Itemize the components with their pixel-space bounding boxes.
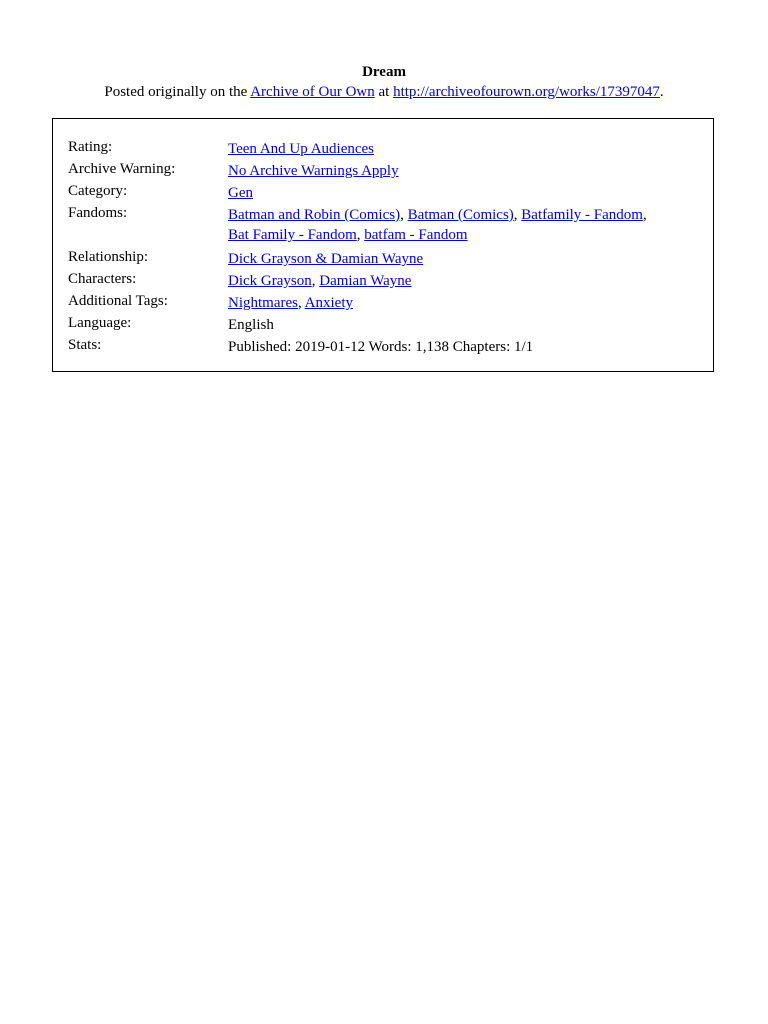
language-value: English [228,317,274,333]
tag-link[interactable]: Nightmares [228,295,298,311]
work-header [0,62,768,102]
character-link[interactable]: Damian Wayne [319,273,412,289]
warning-label: Archive Warning: [68,161,176,177]
stats-label: Stats: [68,337,102,353]
meta-row-category [68,181,698,203]
tags-label: Additional Tags: [68,293,168,309]
meta-row-rating [68,137,698,159]
relationship-link[interactable]: Dick Grayson & Damian Wayne [228,251,424,267]
warning-link[interactable]: No Archive Warnings Apply [228,163,399,179]
work-title: Dream [362,64,406,80]
language-label: Language: [68,315,132,331]
rating-link[interactable]: Teen And Up Audiences [228,141,375,157]
posted-prefix: Posted originally on the [104,84,251,100]
stats-value: Published: 2019-01-12 Words: 1,138 Chapters: 1/1 [228,339,534,355]
at-text: at [374,84,394,100]
meta-row-relationship [68,247,698,269]
meta-row-warning [68,159,698,181]
fandom-link[interactable]: Batfamily - Fandom [521,207,643,223]
meta-row-stats [68,335,698,357]
fandom-link[interactable]: Bat Family - Fandom [228,227,357,243]
archive-link[interactable]: Archive of Our Own [250,84,375,100]
posted-period: . [659,84,664,100]
fandom-link[interactable]: Batman (Comics) [407,207,514,223]
meta-row-fandoms: Fandoms: Batman and Robin (Comics), Batman (Comics), Batfamily - Fandom, Bat Family - Fandom, batfam - Fandom [68,203,698,247]
fandom-link[interactable]: Batman and Robin (Comics) [228,207,401,223]
meta-row-language [68,313,698,335]
work-meta-box [52,118,714,372]
work-url-link[interactable]: http://archiveofourown.org/works/17397047 [393,84,660,100]
meta-row-tags: Additional Tags: Nightmares, Anxiety [68,293,353,311]
characters-label: Characters: [68,271,137,287]
meta-row-characters: Characters: Dick Grayson, Damian Wayne [68,271,412,289]
fandom-link[interactable]: batfam - Fandom [364,227,468,243]
tag-link[interactable]: Anxiety [304,295,353,311]
relationship-label: Relationship: [68,249,148,265]
rating-label: Rating: [68,139,113,155]
category-link[interactable]: Gen [228,185,253,201]
category-label: Category: [68,183,128,199]
posted-line [0,82,768,102]
character-link[interactable]: Dick Grayson [228,273,312,289]
work-meta-table [68,137,698,357]
fandoms-label: Fandoms: [68,205,128,221]
